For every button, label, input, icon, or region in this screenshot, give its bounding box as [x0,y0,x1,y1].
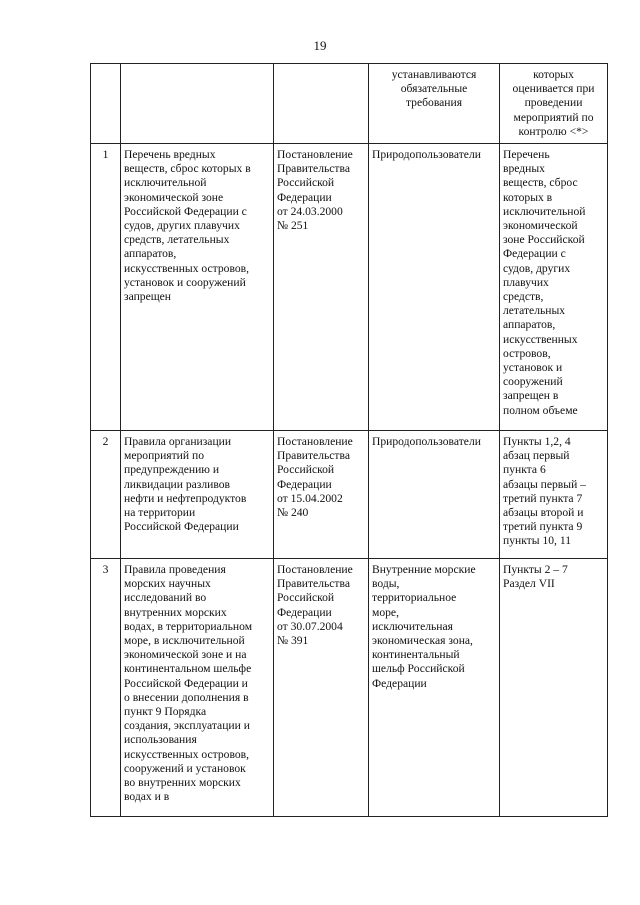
row-items: Перечень вредных веществ, сброс которых в исключительной экономической зоне Российской Федерации с судов, других плавучих средств, летательных аппаратов, искусственных островов, установок и сооружений запрещен в полном объеме [500,144,608,431]
row-items: Пункты 2 – 7 Раздел VII [500,559,608,817]
header-cell-name [121,64,274,144]
row-subjects: Природопользователи [369,144,500,431]
header-cell-number [91,64,121,144]
row-number: 1 [91,144,121,431]
row-items: Пункты 1,2, 4 абзац первый пункта 6 абзацы первый – третий пункта 7 абзацы второй и третий пункта 9 пункты 10, 11 [500,431,608,559]
row-act: Постановление Правительства Российской Федерации от 30.07.2004 № 391 [274,559,369,817]
header-cell-subjects: устанавливаются обязательные требования [369,64,500,144]
table-row [91,144,608,431]
row-subjects: Внутренние морские воды, территориальное море, исключительная экономическая зона, континентальный шельф Российской Федерации [369,559,500,817]
row-name: Правила организации мероприятий по предупреждению и ликвидации разливов нефти и нефтепродуктов на территории Российской Федерации [121,431,274,559]
table-row [91,431,608,559]
page-number: 19 [313,38,327,53]
row-number: 2 [91,431,121,559]
row-name: Перечень вредных веществ, сброс которых в исключительной экономической зоне Российской Федерации с судов, других плавучих средств, летательных аппаратов, искусственных островов, установок и сооружений запрещен [121,144,274,431]
row-subjects: Природопользователи [369,431,500,559]
regulations-table [90,63,608,817]
row-name: Правила проведения морских научных исследований во внутренних морских водах, в территориальном море, в исключительной экономической зоне и на континентальном шельфе Российской Федерации и о внесении дополнения в пункт 9 Порядка создания, эксплуатации и использования искусственных островов, сооружений и установок во внутренних морских водах и в [121,559,274,817]
header-cell-act [274,64,369,144]
row-act: Постановление Правительства Российской Федерации от 24.03.2000 № 251 [274,144,369,431]
header-cell-items: которых оценивается при проведении мероприятий по контролю <*> [500,64,608,144]
table-header-row [91,64,608,144]
table-row [91,559,608,817]
row-act: Постановление Правительства Российской Федерации от 15.04.2002 № 240 [274,431,369,559]
row-number: 3 [91,559,121,817]
